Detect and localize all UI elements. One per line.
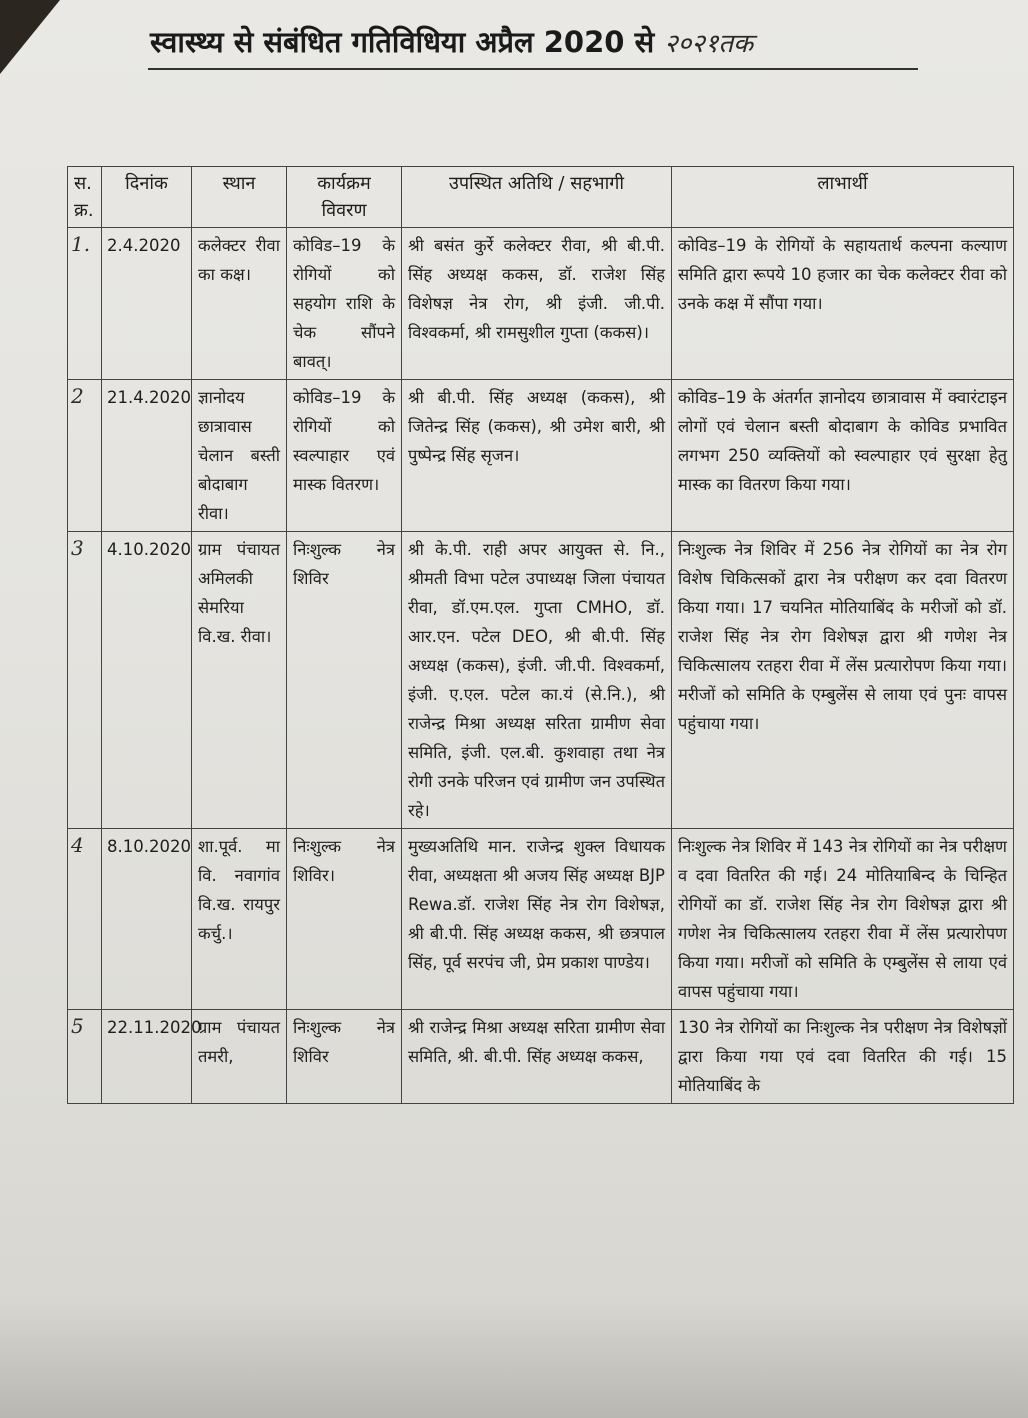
row-date: 21.4.2020 — [102, 380, 192, 532]
row-date: 22.11.2020 — [102, 1010, 192, 1104]
header-date: दिनांक — [102, 167, 192, 228]
header-guests: उपस्थित अतिथि / सहभागी — [402, 167, 672, 228]
row-guests: श्री के.पी. राही अपर आयुक्त से. नि., श्रीमती विभा पटेल उपाध्यक्ष जिला पंचायत रीवा, डॉ.एम.एल. गुप्ता CMHO, डॉ. आर.एन. पटेल DEO, श्री बी.पी. सिंह अध्यक्ष (ककस), इंजी. जी.पी. विश्वकर्मा, इंजी. ए.एल. पटेल का.यं (से.नि.), श्री राजेन्द्र मिश्रा अध्यक्ष सरिता ग्रामीण सेवा समिति, इंजी. एल.बी. कुशवाहा तथा नेत्र रोगी उनके परिजन एवं ग्रामीण जन उपस्थित रहे। — [402, 532, 672, 829]
row-date: 4.10.2020 — [102, 532, 192, 829]
title-underline — [148, 68, 918, 70]
row-date: 2.4.2020 — [102, 228, 192, 380]
row-place: ज्ञानोदय छात्रावास चेलान बस्ती बोदाबाग रीवा। — [192, 380, 287, 532]
row-sno: 5 — [68, 1010, 102, 1104]
row-program: कोविड–19 के रोगियों को स्वल्पाहार एवं मास्क वितरण। — [287, 380, 402, 532]
title-printed: स्वास्थ्य से संबंधित गतिविधिया अप्रैल 2020 से — [150, 25, 655, 59]
row-program: कोविड–19 के रोगियों को सहयोग राशि के चेक सौंपने बावत्। — [287, 228, 402, 380]
row-sno: 3 — [68, 532, 102, 829]
row-sno: 4 — [68, 829, 102, 1010]
table-row — [68, 829, 1014, 1010]
table-header-row — [68, 167, 1014, 228]
table-row — [68, 1010, 1014, 1104]
row-place: कलेक्टर रीवा का कक्ष। — [192, 228, 287, 380]
table-row — [68, 380, 1014, 532]
header-program: कार्यक्रम विवरण — [287, 167, 402, 228]
row-program: निःशुल्क नेत्र शिविर — [287, 532, 402, 829]
row-beneficiary: कोविड–19 के अंतर्गत ज्ञानोदय छात्रावास में क्वारंटाइन लोगों एवं चेलान बस्ती बोदाबाग के कोविड प्रभावित लगभग 250 व्यक्तियों को स्वल्पाहार एवं सुरक्षा हेतु मास्क का वितरण किया गया। — [672, 380, 1014, 532]
table-row — [68, 532, 1014, 829]
row-place: ग्राम पंचायत तमरी, — [192, 1010, 287, 1104]
header-beneficiary: लाभार्थी — [672, 167, 1014, 228]
row-guests: श्री राजेन्द्र मिश्रा अध्यक्ष सरिता ग्रामीण सेवा समिति, श्री. बी.पी. सिंह अध्यक्ष ककस, — [402, 1010, 672, 1104]
title-handwritten: २०२१तक — [664, 29, 754, 59]
row-beneficiary: निःशुल्क नेत्र शिविर में 143 नेत्र रोगियों का नेत्र परीक्षण व दवा वितरित की गई। 24 मोतियाबिन्द के चिन्हित रोगियों का डॉ. राजेश सिंह नेत्र रोग विशेषज्ञ द्वारा श्री गणेश नेत्र चिकित्सालय रतहरा रीवा में लेंस प्रत्यारोपण किया गया। मरीजों को समिति के एम्बुलेंस से लाया एवं वापस पहुंचाया गया। — [672, 829, 1014, 1010]
row-date: 8.10.2020 — [102, 829, 192, 1010]
row-sno: 1. — [68, 228, 102, 380]
row-beneficiary: 130 नेत्र रोगियों का निःशुल्क नेत्र परीक्षण नेत्र विशेषज्ञों द्वारा किया गया एवं दवा वितरित की गई। 15 मोतियाबिंद के — [672, 1010, 1014, 1104]
row-guests: श्री बसंत कुर्रे कलेक्टर रीवा, श्री बी.पी. सिंह अध्यक्ष ककस, डॉ. राजेश सिंह विशेषज्ञ नेत्र रोग, श्री इंजी. जी.पी. विश्वकर्मा, श्री रामसुशील गुप्ता (ककस)। — [402, 228, 672, 380]
row-sno: 2 — [68, 380, 102, 532]
row-beneficiary: निःशुल्क नेत्र शिविर में 256 नेत्र रोगियों का नेत्र रोग विशेष चिकित्सकों द्वारा नेत्र परीक्षण कर दवा वितरण किया गया। 17 चयनित मोतियाबिंद के मरीजों को डॉ. राजेश सिंह नेत्र रोग विशेषज्ञ द्वारा श्री गणेश नेत्र चिकित्सालय रतहरा रीवा में लेंस प्रत्यारोपण किया गया। मरीजों को समिति के एम्बुलेंस से लाया एवं पुनः वापस पहुंचाया गया। — [672, 532, 1014, 829]
document-title — [150, 22, 930, 72]
row-place: ग्राम पंचायत अमिलकी सेमरिया वि.ख. रीवा। — [192, 532, 287, 829]
header-place: स्थान — [192, 167, 287, 228]
row-place: शा.पूर्व. मा वि. नवागांव वि.ख. रायपुर कर्चु.। — [192, 829, 287, 1010]
row-program: निःशुल्क नेत्र शिविर — [287, 1010, 402, 1104]
activities-table — [67, 166, 1014, 1104]
row-beneficiary: कोविड–19 के रोगियों के सहायतार्थ कल्पना कल्याण समिति द्वारा रूपये 10 हजार का चेक कलेक्टर रीवा को उनके कक्ष में सौंपा गया। — [672, 228, 1014, 380]
header-sno: स. क्र. — [68, 167, 102, 228]
row-guests: मुख्यअतिथि मान. राजेन्द्र शुक्ल विधायक रीवा, अध्यक्षता श्री अजय सिंह अध्यक्ष BJP Rewa.डॉ. राजेश सिंह नेत्र रोग विशेषज्ञ, श्री बी.पी. सिंह अध्यक्ष ककस, श्री छत्रपाल सिंह, पूर्व सरपंच जी, प्रेम प्रकाश पाण्डेय। — [402, 829, 672, 1010]
row-guests: श्री बी.पी. सिंह अध्यक्ष (ककस), श्री जितेन्द्र सिंह (ककस), श्री उमेश बारी, श्री पुष्पेन्द्र सिंह सृजन। — [402, 380, 672, 532]
table-row — [68, 228, 1014, 380]
row-program: निःशुल्क नेत्र शिविर। — [287, 829, 402, 1010]
